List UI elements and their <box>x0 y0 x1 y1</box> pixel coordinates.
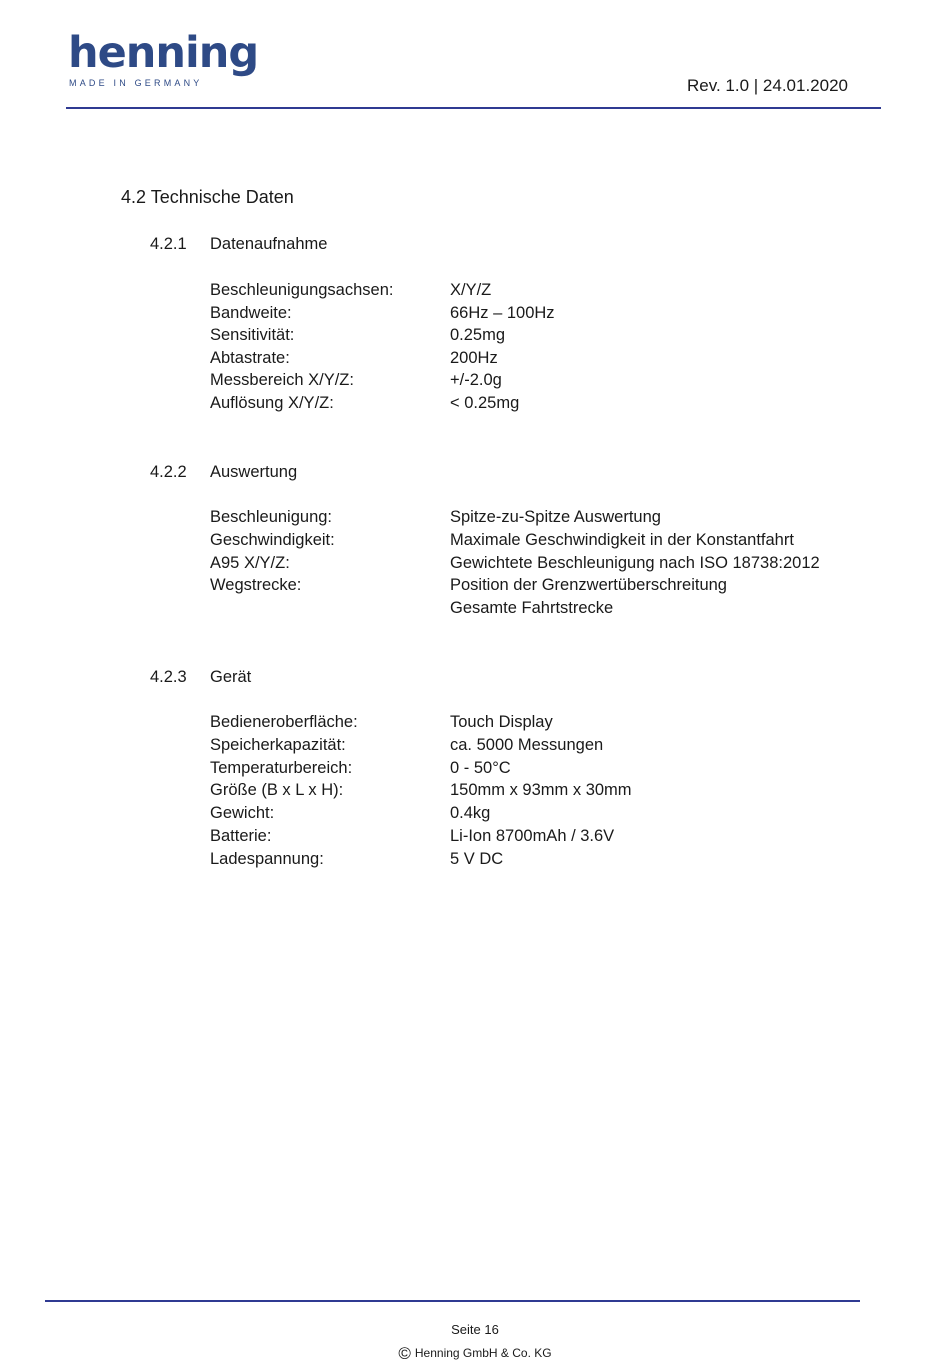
spec-label: Geschwindigkeit: <box>210 531 335 549</box>
spec-value: 0.4kg <box>450 804 491 822</box>
subsection-heading-geraet <box>150 668 251 687</box>
subsection-number: 4.2.1 <box>150 235 187 253</box>
page-number: Seite 16 <box>451 1322 499 1337</box>
subsection-number: 4.2.2 <box>150 463 187 481</box>
spec-label: Speicherkapazität: <box>210 736 346 754</box>
spec-value: Position der Grenzwertüberschreitung <box>450 576 727 594</box>
subsection-heading-auswertung <box>150 463 297 482</box>
spec-value: 0 - 50°C <box>450 759 511 777</box>
spec-label: Größe (B x L x H): <box>210 781 344 799</box>
spec-label: Messbereich X/Y/Z: <box>210 371 354 389</box>
spec-label: Beschleunigung: <box>210 508 333 526</box>
spec-row <box>210 599 613 618</box>
spec-label: Bedieneroberfläche: <box>210 713 358 731</box>
section-title: 4.2 Technische Daten <box>121 187 294 207</box>
spec-row <box>210 713 553 732</box>
spec-row <box>210 827 614 846</box>
spec-label: Gewicht: <box>210 804 275 822</box>
spec-value: Spitze-zu-Spitze Auswertung <box>450 508 661 526</box>
spec-row <box>210 531 794 550</box>
spec-label: Temperaturbereich: <box>210 759 353 777</box>
spec-label: Sensitivität: <box>210 326 295 344</box>
spec-label: Abtastrate: <box>210 349 290 367</box>
copyright-line <box>0 1344 950 1364</box>
spec-value: +/-2.0g <box>450 371 502 389</box>
spec-label: Wegstrecke: <box>210 576 302 594</box>
spec-row <box>210 576 727 595</box>
spec-row <box>210 736 603 755</box>
company-name: Henning GmbH & Co. KG <box>414 1346 552 1360</box>
spec-label: Auflösung X/Y/Z: <box>210 394 334 412</box>
revision-date: Rev. 1.0 | 24.01.2020 <box>687 76 848 95</box>
spec-label: A95 X/Y/Z: <box>210 554 290 572</box>
logo-tagline: MADE IN GERMANY <box>69 78 203 88</box>
spec-row <box>210 371 502 390</box>
subsection-title: Gerät <box>210 668 252 686</box>
spec-value: Touch Display <box>450 713 553 731</box>
spec-value: ca. 5000 Messungen <box>450 736 604 754</box>
subsection-title: Auswertung <box>210 463 298 481</box>
spec-value: Gesamte Fahrtstrecke <box>450 599 614 617</box>
spec-row <box>210 781 632 800</box>
spec-value: Maximale Geschwindigkeit in der Konstantfahrt <box>450 531 794 549</box>
footer-divider <box>45 1300 860 1302</box>
spec-value: < 0.25mg <box>450 394 520 412</box>
spec-value: 150mm x 93mm x 30mm <box>450 781 632 799</box>
spec-row <box>210 281 491 300</box>
spec-value: Gewichtete Beschleunigung nach ISO 18738:2012 <box>450 554 820 572</box>
spec-label: Ladespannung: <box>210 850 324 868</box>
spec-value: 66Hz – 100Hz <box>450 304 555 322</box>
spec-label: Batterie: <box>210 827 272 845</box>
spec-row <box>210 554 820 573</box>
spec-label: Bandweite: <box>210 304 292 322</box>
spec-row <box>210 508 661 527</box>
spec-value: Li-Ion 8700mAh / 3.6V <box>450 827 615 845</box>
subsection-heading-datenaufnahme <box>150 235 327 254</box>
spec-row <box>210 349 498 368</box>
copyright-icon: © <box>398 1344 411 1363</box>
header-divider <box>66 107 881 109</box>
spec-value: 5 V DC <box>450 850 504 868</box>
subsection-title: Datenaufnahme <box>210 235 328 253</box>
spec-value: X/Y/Z <box>450 281 492 299</box>
company-logo <box>68 28 259 92</box>
spec-row <box>210 850 503 869</box>
spec-row <box>210 394 519 413</box>
logo-wordmark: henning <box>68 28 259 78</box>
spec-row <box>210 326 505 345</box>
spec-row <box>210 304 555 323</box>
spec-row <box>210 759 511 778</box>
spec-row <box>210 804 490 823</box>
spec-value: 200Hz <box>450 349 498 367</box>
subsection-number: 4.2.3 <box>150 668 187 686</box>
spec-label: Beschleunigungsachsen: <box>210 281 394 299</box>
spec-value: 0.25mg <box>450 326 506 344</box>
